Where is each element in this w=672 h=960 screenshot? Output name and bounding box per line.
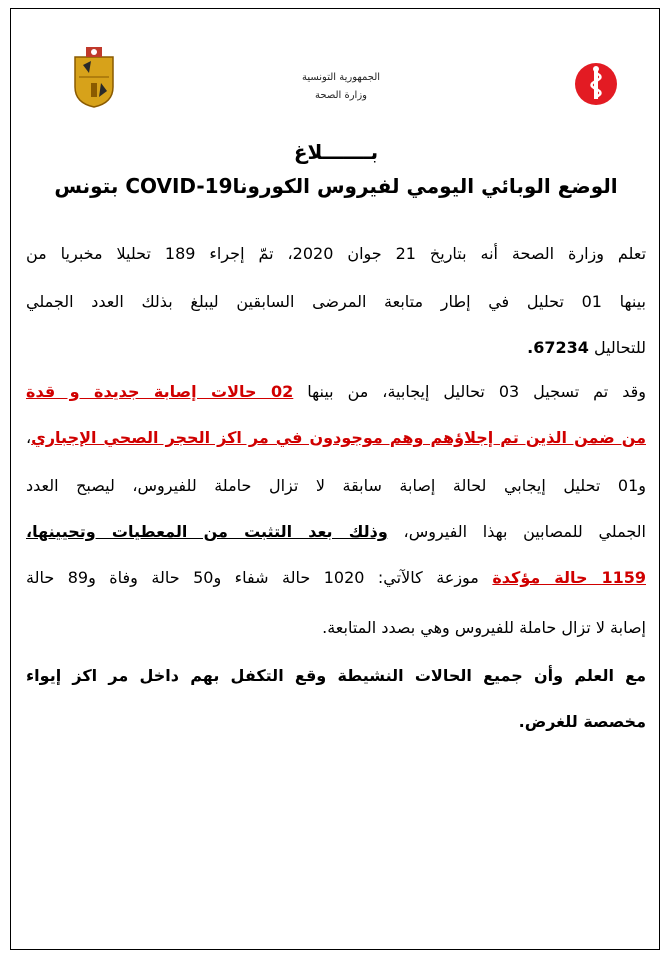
ministry-logo-icon	[573, 61, 619, 107]
verification-note: وذلك بعد التثبت من المعطيات وتحيينها،	[26, 522, 388, 541]
body-line-6: و01 تحليل إيجابي لحالة إصابة سابقة لا تزال حاملة للفيروس، ليصبح العدد	[26, 476, 646, 495]
total-tests: 67234.	[527, 338, 589, 357]
announcement-label: بـــــــلاغ	[293, 140, 379, 164]
page-title: الوضع الوبائي اليومي لفيروس الكوروناCOVID-19 بتونس	[54, 174, 618, 198]
body-line-11: مخصصة للغرض.	[518, 712, 646, 731]
body-line-4	[26, 382, 646, 428]
distribution-text: موزعة كالآتي: 1020 حالة شفاء و50 حالة وفاة و89 حالة	[26, 568, 479, 587]
total-infected-text: الجملي للمصابين بهذا الفيروس،	[403, 522, 647, 541]
tests-label: للتحاليل	[593, 338, 646, 357]
body-line-3	[26, 338, 646, 382]
new-cases-highlight: 02 حالات إصابة جديدة و قدة	[26, 382, 294, 401]
body-line-8	[26, 568, 646, 618]
body-line-7	[26, 522, 646, 568]
confirmed-cases-highlight: 1159 حالة مؤكدة	[492, 568, 646, 587]
organization-name	[261, 69, 421, 105]
body-line-2: بينها 01 تحليل في إطار متابعة المرضى السابقين ليبلغ بذلك العدد الجملي	[26, 292, 646, 311]
ministry-name: وزارة الصحة	[315, 90, 367, 101]
comma: ،	[26, 428, 32, 447]
communique-body	[26, 244, 646, 756]
tunisia-coat-of-arms-icon	[71, 47, 117, 109]
body-line-5	[26, 428, 646, 476]
positive-tests-text: وقد تم تسجيل 03 تحاليل إيجابية، من بينها	[307, 382, 646, 401]
quarantine-highlight: من ضمن الذين تم إجلاؤهم وهم موجودون في مر اكز الحجر الصحي الإجباري	[31, 428, 646, 447]
body-line-1: تعلم وزارة الصحة أنه بتاريخ 21 جوان 2020، تمّ إجراء 189 تحليلا مخبريا من	[26, 244, 647, 263]
country-name: الجمهورية التونسية	[301, 72, 381, 83]
body-line-9: إصابة لا تزال حاملة للفيروس وهي بصدد المتابعة.	[322, 618, 646, 637]
letterhead	[11, 9, 659, 119]
body-line-10: مع العلم وأن جميع الحالات النشيطة وقع التكفل بهم داخل مر اكز إيواء	[26, 666, 646, 685]
